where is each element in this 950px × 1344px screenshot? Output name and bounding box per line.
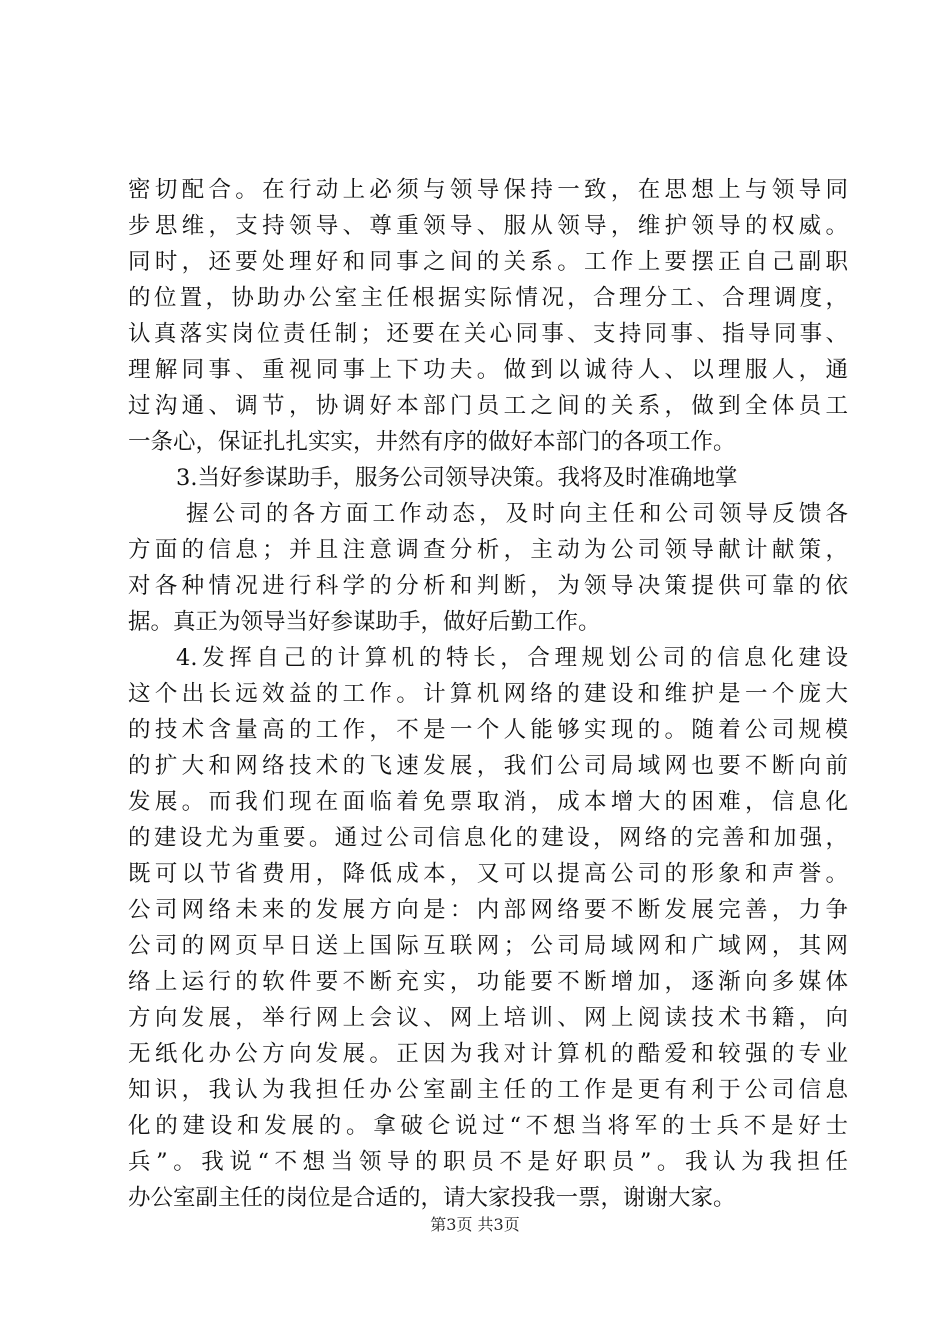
text-line: 的位置，协助办公室主任根据实际情况，合理分工、合理调度，	[128, 285, 848, 311]
text-line: 方面的信息；并且注意调查分析，主动为公司领导献计献策，	[128, 537, 848, 563]
text-line: 无纸化办公方向发展。正因为我对计算机的酷爱和较强的专业	[128, 1041, 848, 1067]
text-line: 步思维，支持领导、尊重领导、服从领导，维护领导的权威。	[128, 213, 848, 239]
text-line: 方向发展，举行网上会议、网上培训、网上阅读技术书籍，向	[128, 1005, 848, 1031]
text-line: 一条心，保证扎扎实实，井然有序的做好本部门的各项工作。	[128, 429, 736, 455]
text-line: 既可以节省费用，降低成本，又可以提高公司的形象和声誉。	[128, 861, 848, 887]
text-line: 办公室副主任的岗位是合适的，请大家投我一票，谢谢大家。	[128, 1185, 736, 1211]
text-line: 对各种情况进行科学的分析和判断，为领导决策提供可靠的依	[128, 573, 848, 599]
text-line: 兵”。我说“不想当领导的职员不是好职员”。我认为我担任	[128, 1149, 848, 1175]
text-line: 公司网络未来的发展方向是：内部网络要不断发展完善，力争	[128, 897, 848, 923]
text-line: 握公司的各方面工作动态，及时向主任和公司领导反馈各	[186, 501, 848, 527]
text-line: 据。真正为领导当好参谋助手，做好后勤工作。	[128, 609, 601, 635]
text-line: 同时，还要处理好和同事之间的关系。工作上要摆正自己副职	[128, 249, 848, 275]
text-line: 密切配合。在行动上必须与领导保持一致，在思想上与领导同	[128, 177, 848, 203]
document-body	[128, 172, 848, 1216]
text-line: 理解同事、重视同事上下功夫。做到以诚待人、以理服人，通	[128, 357, 848, 383]
text-line: 过沟通、调节，协调好本部门员工之间的关系，做到全体员工	[128, 393, 848, 419]
text-line: 知识，我认为我担任办公室副主任的工作是更有利于公司信息	[128, 1077, 848, 1103]
text-line: 化的建设和发展的。拿破仑说过“不想当将军的士兵不是好士	[128, 1113, 848, 1139]
text-line: 络上运行的软件要不断充实，功能要不断增加，逐渐向多媒体	[128, 969, 848, 995]
text-line: 这个出长远效益的工作。计算机网络的建设和维护是一个庞大	[128, 681, 848, 707]
text-line: 发展。而我们现在面临着免票取消，成本增大的困难，信息化	[128, 789, 848, 815]
text-line: 的建设尤为重要。通过公司信息化的建设，网络的完善和加强，	[128, 825, 848, 851]
text-line: 3.当好参谋助手，服务公司领导决策。我将及时准确地掌	[176, 465, 738, 491]
text-line: 的技术含量高的工作，不是一个人能够实现的。随着公司规模	[128, 717, 848, 743]
text-line: 的扩大和网络技术的飞速发展，我们公司局域网也要不断向前	[128, 753, 848, 779]
page-footer: 第3页 共3页	[430, 1215, 520, 1234]
text-line: 公司的网页早日送上国际互联网；公司局域网和广域网，其网	[128, 933, 848, 959]
text-line: 4.发挥自己的计算机的特长，合理规划公司的信息化建设	[176, 645, 848, 671]
text-line: 认真落实岗位责任制；还要在关心同事、支持同事、指导同事、	[128, 321, 848, 347]
